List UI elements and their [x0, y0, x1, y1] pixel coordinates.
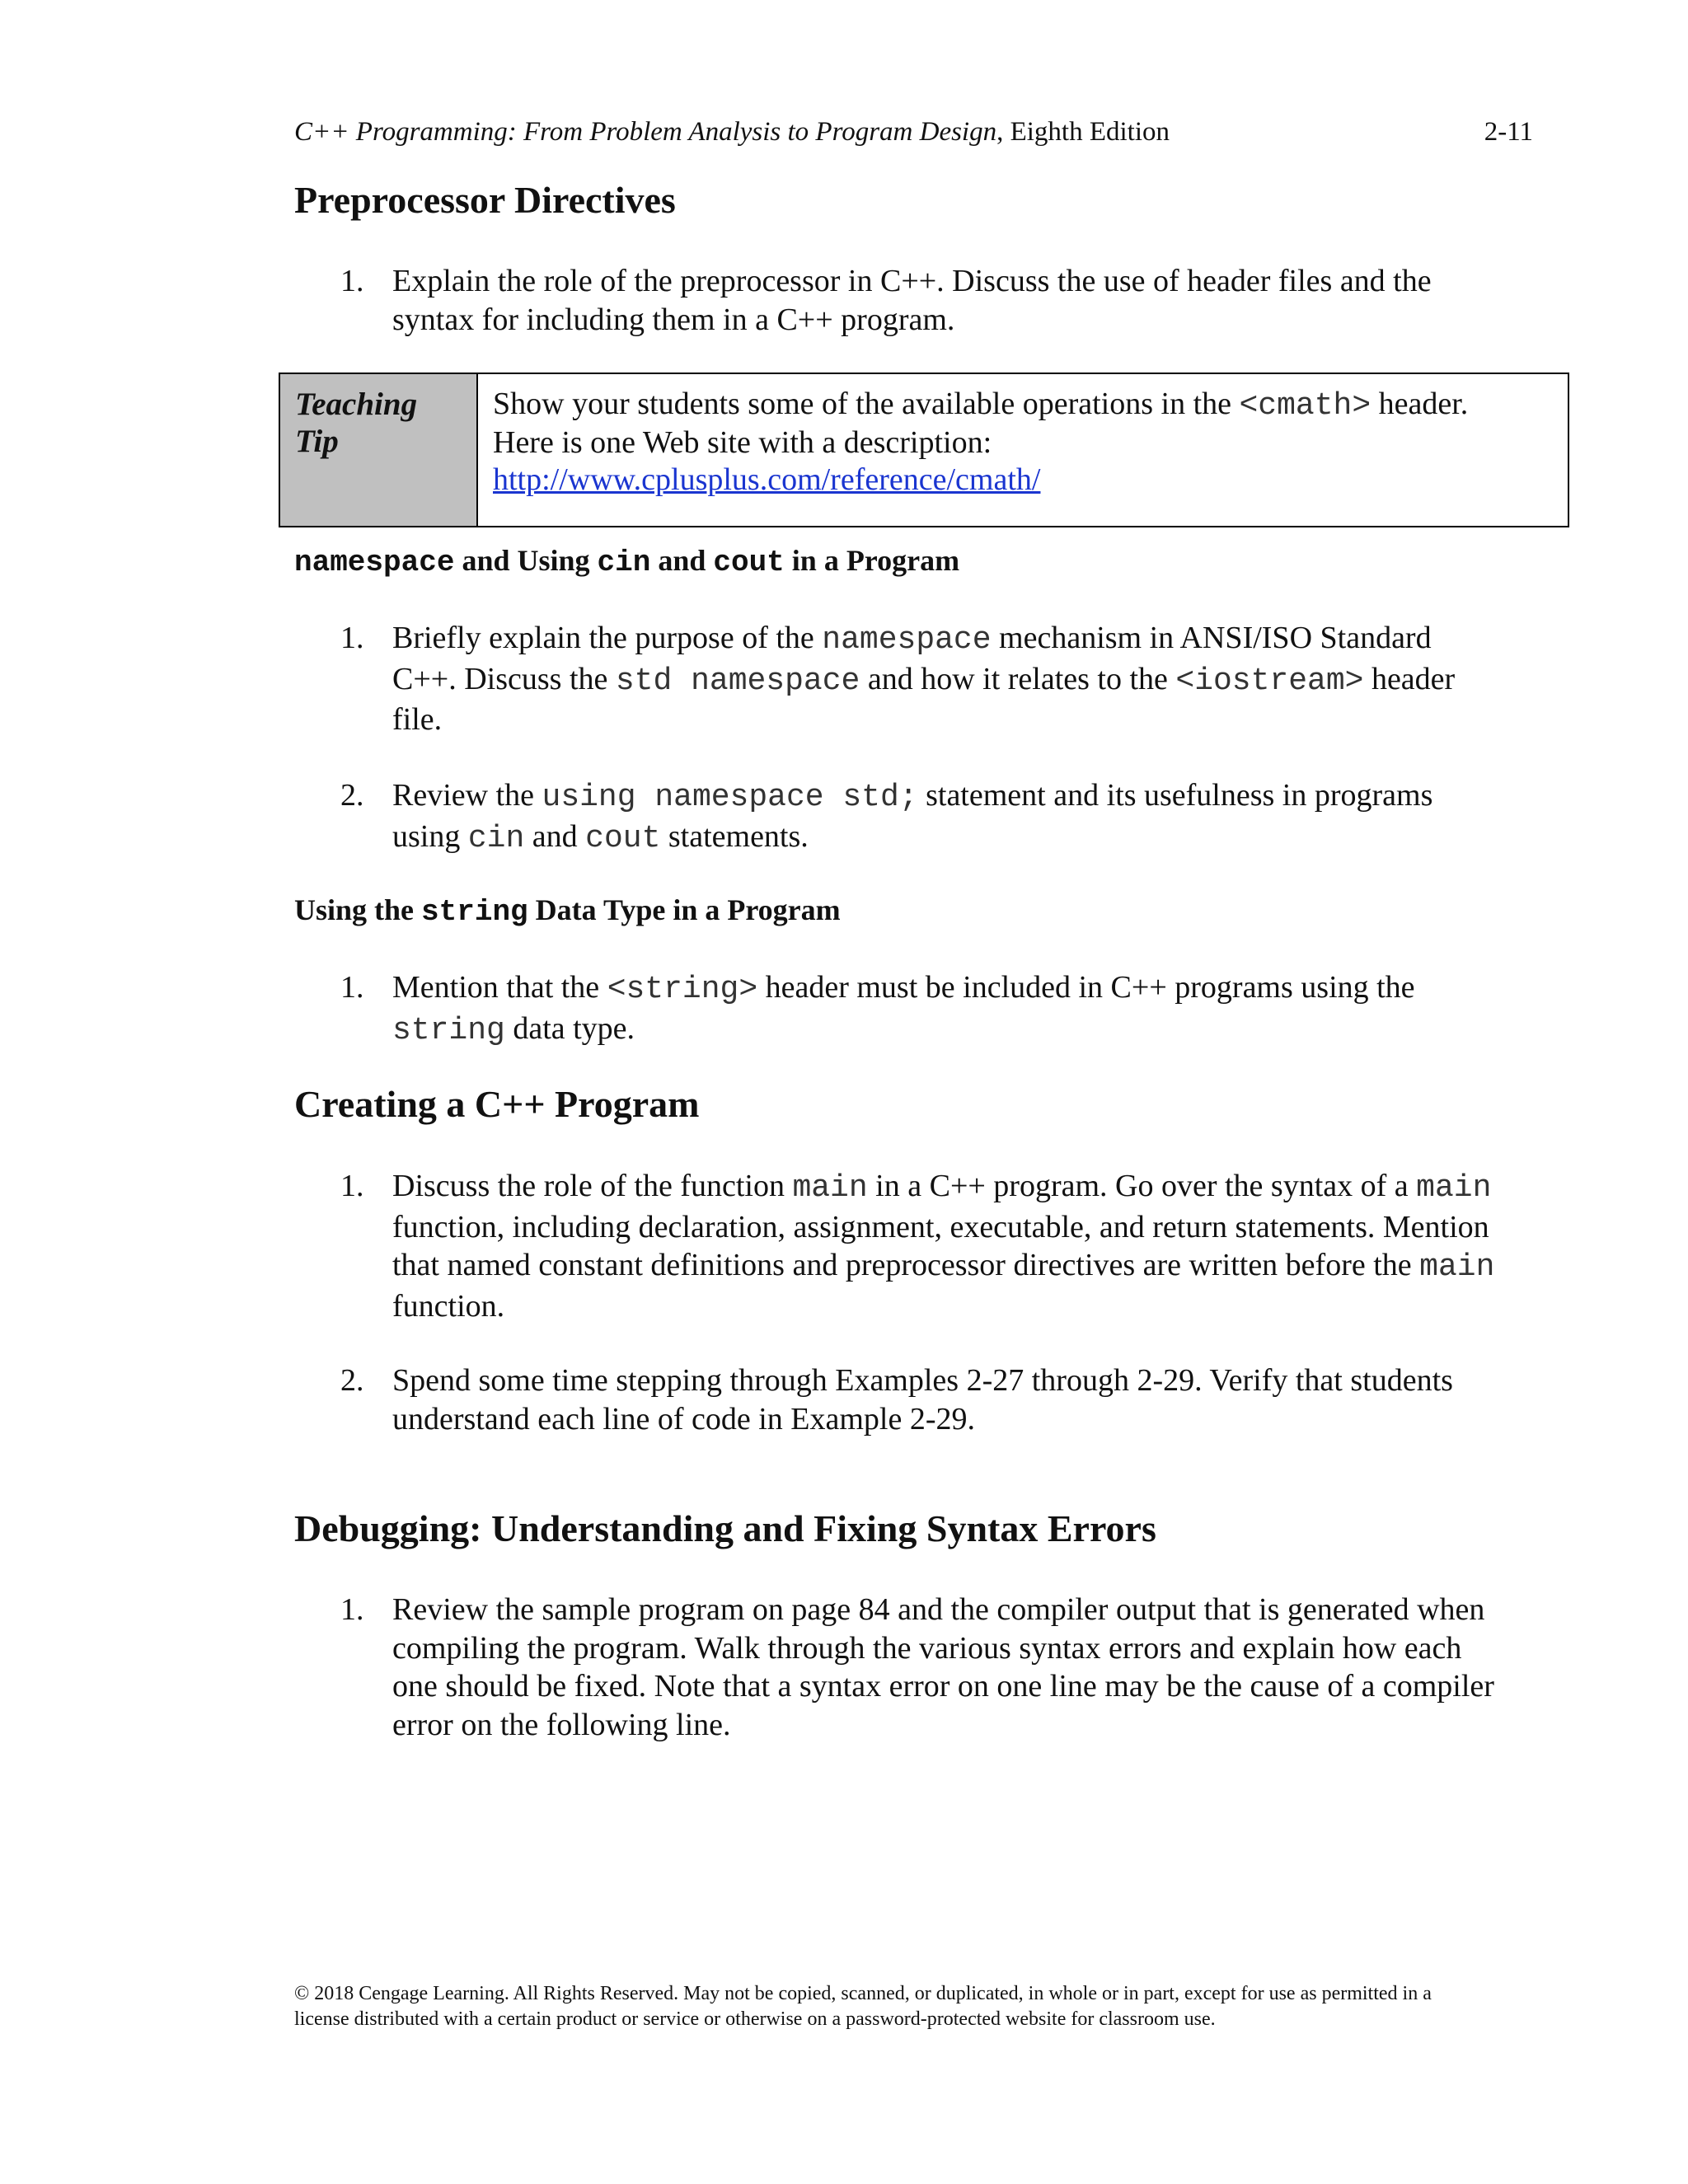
list-item: [340, 776, 1560, 858]
teaching-tip-label: Teaching Tip: [280, 374, 478, 526]
item-number: 1.: [340, 970, 364, 1005]
item-text: Briefly explain the purpose of the namespace mechanism in ANSI/ISO Standard C++. Discuss the std namespace and how it relates to the <iostream> header file.: [392, 621, 1456, 737]
item-number: 2.: [340, 1363, 364, 1398]
item-number: 2.: [340, 778, 364, 813]
item-text: Spend some time stepping through Examples 2-27 through 2-29. Verify that students understand each line of code in Example 2-29.: [392, 1363, 1453, 1436]
item-number: 1.: [340, 1169, 364, 1203]
item-number: 1.: [340, 264, 364, 298]
section-heading-namespace: namespace and Using cin and cout in a Program: [294, 544, 960, 579]
list-item: [340, 619, 1560, 739]
section-heading-preprocessor: Preprocessor Directives: [294, 179, 676, 221]
page-number: 2-11: [1484, 117, 1533, 147]
item-text: Review the using namespace std; statement and its usefulness in programs using cin and cout statements.: [392, 778, 1433, 856]
item-text: Mention that the <string> header must be included in C++ programs using the string data type.: [392, 970, 1415, 1048]
section-heading-string: Using the string Data Type in a Program: [294, 893, 841, 929]
section-heading-debugging: Debugging: Understanding and Fixing Syntax Errors: [294, 1507, 1156, 1549]
item-number: 1.: [340, 1592, 364, 1627]
item-text: Discuss the role of the function main in a C++ program. Go over the syntax of a main function, including declaration, assignment, executable, and return statements. Mention that named constant definitions and preprocessor directives are written before the main function.: [392, 1169, 1495, 1324]
list-item: [340, 1167, 1560, 1325]
item-text: Review the sample program on page 84 and the compiler output that is generated when compiling the program. Walk through the various syntax errors and explain how each one should be fixed. Note that a syntax error on one line may be the cause of a compiler error on the following line.: [392, 1592, 1494, 1742]
list-item: [340, 262, 1560, 339]
teaching-tip-content: Show your students some of the available operations in the <cmath> header. Here is one Web site with a description: http://www.cplusplus.com/reference/cmath/: [493, 387, 1469, 497]
cmath-reference-link[interactable]: http://www.cplusplus.com/reference/cmath/: [493, 462, 1041, 497]
copyright-footer: © 2018 Cengage Learning. All Rights Reserved. May not be copied, scanned, or duplicated, in whole or in part, except for use as permitted in a license distributed with a certain product or service or otherwise on a password-protected website for classroom use.: [294, 1983, 1432, 2030]
running-header: [294, 117, 1533, 148]
item-text: Explain the role of the preprocessor in C++. Discuss the use of header files and the syntax for including them in a C++ program.: [392, 264, 1432, 337]
list-item: [340, 1591, 1560, 1744]
list-item: [340, 1361, 1560, 1438]
teaching-tip-box: [279, 373, 1569, 527]
list-item: [340, 968, 1560, 1050]
item-number: 1.: [340, 621, 364, 655]
section-heading-creating-program: Creating a C++ Program: [294, 1083, 700, 1125]
book-title: C++ Programming: From Problem Analysis to Program Design, Eighth Edition: [294, 117, 1170, 147]
